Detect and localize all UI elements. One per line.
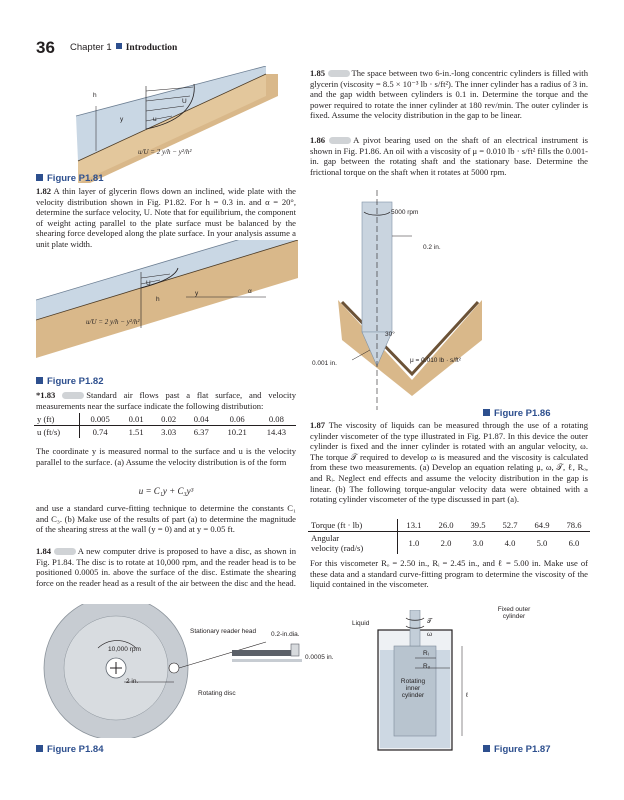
p187-label-ri: Rᵢ: [423, 650, 429, 657]
table-row: [308, 532, 590, 555]
table-cell: 0.005: [90, 414, 110, 424]
p182-label-y: y: [195, 290, 199, 297]
p184-label-rpm: 10,000 rpm: [108, 646, 141, 653]
table-cell: 2.0: [440, 538, 452, 548]
p186-label-02in: 0.2 in.: [423, 244, 441, 251]
table-cell: 6.0: [568, 538, 580, 548]
p187-label-rotating-inner: Rotating inner cylinder: [400, 678, 426, 699]
table-cell: 0.02: [161, 414, 177, 424]
p183-equation: u = C₁y + C₃y³: [138, 486, 194, 496]
table-cell: 0.08: [268, 414, 284, 424]
p186-label-30deg: 30°: [385, 331, 395, 338]
caption-square-icon: [483, 409, 490, 416]
caption-square-icon: [36, 745, 43, 752]
table-cell: 0.06: [229, 414, 245, 424]
table-cell: 6.37: [193, 427, 209, 437]
problem-1-86: 1.86 A pivot bearing used on the shaft of an electrical instrument is shown in Fig. P1.86. An oil with a viscosity of μ = 0.010 lb · s/ft² fills the 0.001-in. gap between the rotating shaft and the stationary base. Determine the frictional torque on the shaft when it rotates at 5000 rpm.: [310, 135, 589, 177]
table-cell: 1.51: [128, 427, 144, 437]
table-cell: 0.74: [92, 427, 108, 437]
p184-head: [169, 663, 179, 673]
p181-label-y: y: [120, 116, 124, 123]
p181-label-h: h: [93, 92, 97, 99]
chapter-label: Chapter 1: [70, 42, 112, 53]
running-head: [70, 42, 177, 53]
p184-label-dia: 0.2-in.dia.: [271, 631, 300, 638]
p186-label-gap: 0.001 in.: [312, 360, 337, 367]
table-cell: 3.0: [472, 538, 484, 548]
p182-label-h: h: [156, 296, 160, 303]
p184-label-stationary-head: Stationary reader head: [190, 628, 257, 635]
caption-square-icon: [483, 745, 490, 752]
table-cell: 10.21: [227, 427, 247, 437]
p187-label-ro: Rₒ: [423, 663, 431, 670]
p183-data-table: [34, 413, 296, 438]
problem-1-83-text3: and use a standard curve-fitting technique to determine the constants C₁ and C₃. (b) Make use of the results of part (a) to determine the magnitude of the shearing stress at the wall (y = 0) and at y = 0.05 ft.: [36, 503, 296, 535]
table-row-label: y (ft): [34, 413, 80, 426]
p187-label-liquid: Liquid: [352, 620, 370, 627]
figure-p187: [372, 610, 512, 752]
p181-equation: u/U = 2 y/h − y²/h²: [138, 148, 192, 156]
p187-label-l: ℓ: [466, 692, 469, 699]
caption-square-icon: [36, 377, 43, 384]
p184-head-side: [232, 650, 297, 656]
table-cell: 4.0: [504, 538, 516, 548]
table-row: [34, 413, 296, 426]
table-cell: 78.6: [566, 520, 582, 530]
problem-1-82: 1.82 A thin layer of glycerin flows down an inclined, wide plate with the velocity distribution shown in Fig. P1.82. For h = 0.3 in. and α = 20°, determine the surface velocity, U. Note that for equilibrium, the component of weight acting parallel to the plate surface must be balanced by the shearing force developed along the plate surface. In your analysis assume a unit plate width.: [36, 186, 296, 249]
p187-data-table: [308, 519, 590, 554]
p182-label-alpha: α: [248, 288, 252, 295]
page-number: 36: [36, 38, 55, 57]
video-badge-icon: [62, 392, 84, 399]
video-badge-icon: [329, 137, 351, 144]
table-row: [308, 519, 590, 532]
separator-square-icon: [116, 43, 122, 49]
p184-label-rotating-disc: Rotating disc: [198, 690, 236, 697]
caption-square-icon: [36, 174, 43, 181]
p182-label-U: U: [146, 280, 151, 287]
figure-caption-p187: Figure P1.87: [483, 744, 551, 755]
table-row-label: u (ft/s): [34, 426, 80, 439]
figure-caption-p184: Figure P1.84: [36, 744, 104, 755]
section-label: Introduction: [125, 43, 178, 53]
video-badge-icon: [54, 548, 76, 555]
figure-caption-p186: Figure P1.86: [483, 408, 551, 419]
table-row: [34, 426, 296, 439]
figure-p184: [36, 604, 366, 738]
p182-equation: u/U = 2 y/h − y²/h²: [86, 318, 140, 326]
p187-label-omega: ω: [427, 631, 433, 638]
table-cell: 64.9: [534, 520, 550, 530]
figure-p182: [36, 240, 298, 368]
p187-label-torque: 𝒯: [427, 618, 432, 625]
figure-caption-p182: Figure P1.82: [36, 376, 104, 387]
table-cell: 0.04: [193, 414, 209, 424]
p186-label-mu: μ = 0.010 lb · s/ft²: [410, 357, 461, 364]
p186-base: [338, 300, 482, 396]
table-cell: 52.7: [502, 520, 518, 530]
p181-label-U: U: [182, 98, 187, 105]
table-cell: 26.0: [438, 520, 454, 530]
figure-p181: [66, 66, 296, 184]
table-cell: 39.5: [470, 520, 486, 530]
figure-caption-p181: Figure P1.81: [36, 173, 104, 184]
table-row-label: Torque (ft · lb): [308, 519, 397, 532]
table-cell: 3.03: [161, 427, 177, 437]
p187-label-fixed-outer: Fixed outer cylinder: [497, 606, 531, 620]
table-cell: 0.01: [128, 414, 144, 424]
table-row-label: Angular velocity (rad/s): [308, 532, 397, 555]
table-cell: 13.1: [406, 520, 422, 530]
problem-1-83: *1.83 Standard air flows past a flat surface, and velocity measurements near the surface indicate the following distribution:: [36, 390, 296, 411]
table-cell: 1.0: [408, 538, 420, 548]
p186-label-rpm: 5000 rpm: [391, 209, 419, 216]
problem-1-85: 1.85 The space between two 6-in.-long concentric cylinders is filled with glycerin (viscosity = 8.5 × 10⁻³ lb · s/ft²). The inner cylinder has a radius of 3 in. and the gap width between cylinders is 0.1 in. Determine the torque and the power required to rotate the inner cylinder at 180 rev/min. The outer cylinder is fixed. Assume the velocity distribution in the gap to be linear.: [310, 68, 588, 121]
p184-label-gap: 0.0005 in.: [305, 654, 334, 661]
table-cell: 5.0: [536, 538, 548, 548]
problem-1-84: 1.84 A new computer drive is proposed to have a disc, as shown in Fig. P1.84. The disc is to rotate at 10,000 rpm, and the reader head is to be positioned 0.0005 in. above the surface of the disc. Estimate the shearing force on the reader head as a result of the air between the disc and the head.: [36, 546, 296, 588]
p181-label-u: u: [153, 116, 157, 123]
problem-1-87-text2: For this viscometer Rₒ = 2.50 in., Rᵢ = 2.45 in., and ℓ = 5.00 in. Make use of these data and a standard curve-fitting program to determine the viscosity of the liquid contained in the viscometer.: [310, 558, 588, 590]
video-badge-icon: [328, 70, 350, 77]
table-cell: 14.43: [266, 427, 287, 437]
figure-p186: [312, 190, 552, 410]
problem-1-83-text2: The coordinate y is measured normal to the surface and u is the velocity parallel to the surface. (a) Assume the velocity distribution is of the form: [36, 446, 296, 467]
p184-label-2in: 2 in.: [126, 678, 139, 685]
problem-1-87: 1.87 The viscosity of liquids can be measured through the use of a rotating cylinder viscometer of the type illustrated in Fig. P1.87. In this device the outer cylinder is fixed and the inner cylinder is rotated with an angular velocity, ω. The torque 𝒯 required to develop ω is measured and the viscosity is calculated from these two measurements. (a) Develop an equation relating μ, ω, 𝒯, ℓ, Rₒ, and Rᵢ. Neglect end effects and assume the velocity distribution in the gap is linear. (b) The following torque-angular velocity data were obtained with a rotating cylinder viscometer of the type discussed in part (a).: [310, 420, 588, 505]
